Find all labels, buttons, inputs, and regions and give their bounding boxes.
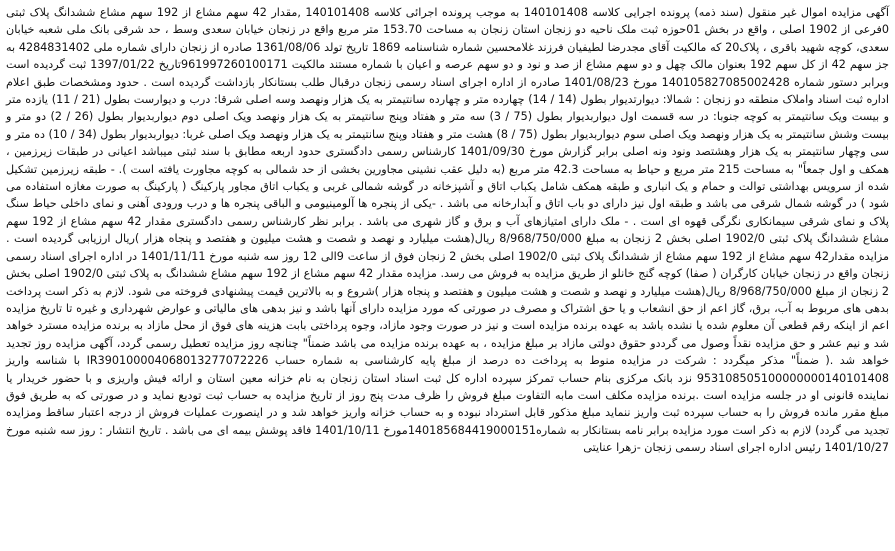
auction-notice-text-block	[6, 4, 889, 547]
auction-notice-paragraph: آگهی مزایده اموال غیر منقول (سند ذمه) پرونده اجرایی کلاسه 140101408 به موجب پرونده اجرائی کلاسه 140101408 ,مقدار 42 سهم مشاع از 192 سهم مشاع ششدانگ پلاک ثبتی 0فرعی از 1902 اصلی ، واقع در بخش 01حوزه ثبت ملک ناحیه دو زنجان استان زنجان به مساحت 153.70 متر مربع واقع در زنجان خیابان سعدی وسط ، حد شرقی بانک ملی شعبه خیابان سعدی، کوچه شهید باقری ، پلاک20 که مالکیت آقای مجدرضا لطیفیان فرزند غلامحسین شماره شناسنامه 1869 تاریخ تولد 1361/08/06 صادره از زنجان دارای شماره ملی 4284831402 به جز سهم 42 از کل سهم 192 بعنوان مالک چهل و دو سهم مشاع از صد و نود و دو سهم عرصه و اعیان با شماره مستند مالکیت 961997260100171تاریخ 1397/01/22 ثبت گردیده است وبرابر دستور شماره 140105827085002428 مورخ 1401/08/23 صادره از اداره اجرای اسناد رسمی زنجان درقبال طلب بستانکار بازداشت گردیده است . حدود ومشخصات طبق اعلام اداره ثبت اسناد واملاک منطقه دو زنجان : شمالا: دیوارتدیوار بطول (14 / 14) چهارده متر و چهارده سانتیمتر به یک هزار ونهصد وسه اصلی شرقا: درب و دیوارست بطول (21 / 11) یازده متر و بیست ویک سانتیمتر به کوچه جنوبا: در سه قسمت اول دیواربدیوار بطول (75 / 3) سه متر و هفتاد وپنج سانتیمتر به یک هزار ونهصد ویک اصلی دوم دیواربدیوار بطول (26 / 2) دو متر و بیست وشش سانتیمتر به یک هزار ونهصد ویک اصلی سوم دیواربدیوار بطول (75 / 8) هشت متر و هفتاد وپنج سانتیمتر به یک هزار ونهصد ویک اصلی غربا: دیواربدیوار بطول (34 / 10) ده متر و سی وچهار سانتیمتر به یک هزار وهشتصد ونود ونه اصلی برابر گزارش مورخ 1401/09/30 کارشناس رسمی دادگستری حدود اربعه مطابق با سند ثبتی میباشد اعیانی در طبقات زیرزمین ، همکف و اول جمعاً" به مساحت 215 متر مربع و حیاط به مساحت 42.3 متر مربع (به دلیل عقب نشینی مجاورین بخشی از حد شمالی به کوچه مجاورت یافته است ). - طبقه زیرزمین تشکیل شده از سرویس بهداشتی توالت و حمام و یک انباری و طبقه همکف شامل یکباب اتاق و آشپزخانه در گوشه شمالی غربی و یکباب اتاق مجاور پارکینگ ( پارکینگ به صورت مغازه استفاده می شود ) در گوشه شمال شرقی می باشد و طبقه اول نیز دارای دو باب اتاق و آبدارخانه می باشد . -یکی از پنجره ها آلومینیومی و الباقی پنجره ها و درب ورودی آهنی و نمای داخلی حیاط سنگ پلاک و نمای شرقی سیمانکاری نگرگی قهوه ای است . - ملک دارای امتیازهای آب و برق و گاز شهری می باشد . برابر نظر کارشناس رسمی دادگستری مقدار 42 سهم مشاع از 192 سهم مشاع ششدانگ پلاک ثبتی 1902/0 اصلی بخش 2 زنجان به مبلغ 8/968/750/000 ریال(هشت میلیارد و نهصد و شصت و هشت میلیون و هفتصد و پنجاه هزار )ریال ارزیابی گردیده است . مزایده مقدار42 سهم مشاع از 192 سهم مشاع از ششدانگ پلاک ثبتی 1902/0 اصلی بخش 2 زنجان فوق از ساعت 9الی 12 روز سه شنبه مورخ 1401/11/11 در اداره اجرای اسناد رسمی زنجان واقع در زنجان خیابان کارگران ( صفا) کوچه گنج خانلو از طریق مزایده به فروش می رسد. مزایده مقدار 42 سهم مشاع از 192 سهم مشاع ششدانگ به پلاک ثبتی 1902/0 اصلی بخش 2 زنجان از مبلغ 8/968/750/000 ریال(هشت میلیارد و نهصد و شصت و هشت میلیون و هفتصد و پنجاه هزار )شروع و به بالاترین قیمت پیشنهادی فروخته می شود. لازم به ذکر است پرداخت بدهی های مربوط به آب، برق، گاز اعم از حق انشعاب و یا حق اشتراک و مصرف در صورتی که مورد مزایده دارای آنها باشد و نیز بدهی های مالیاتی و عوارض شهرداری و غیره تا تاریخ مزایده اعم از اینکه رقم قطعی آن معلوم شده یا نشده باشد به عهده برنده مزایده است و نیز در صورت وجود مازاد، وجوه پرداختی بابت هزینه های فوق از محل مازاد به برنده مزایده مسترد خواهد شد و نیم عشر و حق مزایده نقداً وصول می گرددو حقوق دولتی مازاد بر مبلغ مزایده ، به عهده برنده مزایده می باشد ضمناً" چنانچه روز مزایده تعطیل رسمی گردد، آگهی مزایده روز تجدید خواهد شد .( ضمناً" مذکر میگردد : شرکت در مزایده منوط به پرداخت ده درصد از مبلغ پایه کارشناسی به شماره حساب IR390100004068013277072226 با شناسه واریز 953108505100000000140101408 نزد بانک مرکزی بنام حساب تمرکز سپرده اداره کل ثبت اسناد استان زنجان به نام خزانه معین استان و ارائه فیش واریزی و با حضور خریدار یا نماینده قانونی او در جلسه مزایده است .برنده مزایده مکلف است مابه التفاوت مبلغ فروش را ظرف مدت پنج روز از تاریخ مزایده به حساب ثبت تودیع نماید و در صورتی که به طریق فوق مبلغ مقرر مانده فروش را به حساب سپرده ثبت واریز ننماید مبلغ مذکور قابل استرداد نبوده و به حساب خزانه واریز خواهد شد و در اینصورت عملیات فروش از درجه اعتبار ساقط ومزایده تجدید می گردد) لازم به ذکر است مورد مزایده برابر نامه بستانکار به شماره140185684419000151مورخ 1401/10/11 فاقد پوشش بیمه ای می باشد . تاریخ انتشار : روز سه شنبه مورخ 1401/10/27 رئیس اداره اجرای اسناد رسمی زنجان -زهرا عنایتی	[6, 6, 890, 455]
